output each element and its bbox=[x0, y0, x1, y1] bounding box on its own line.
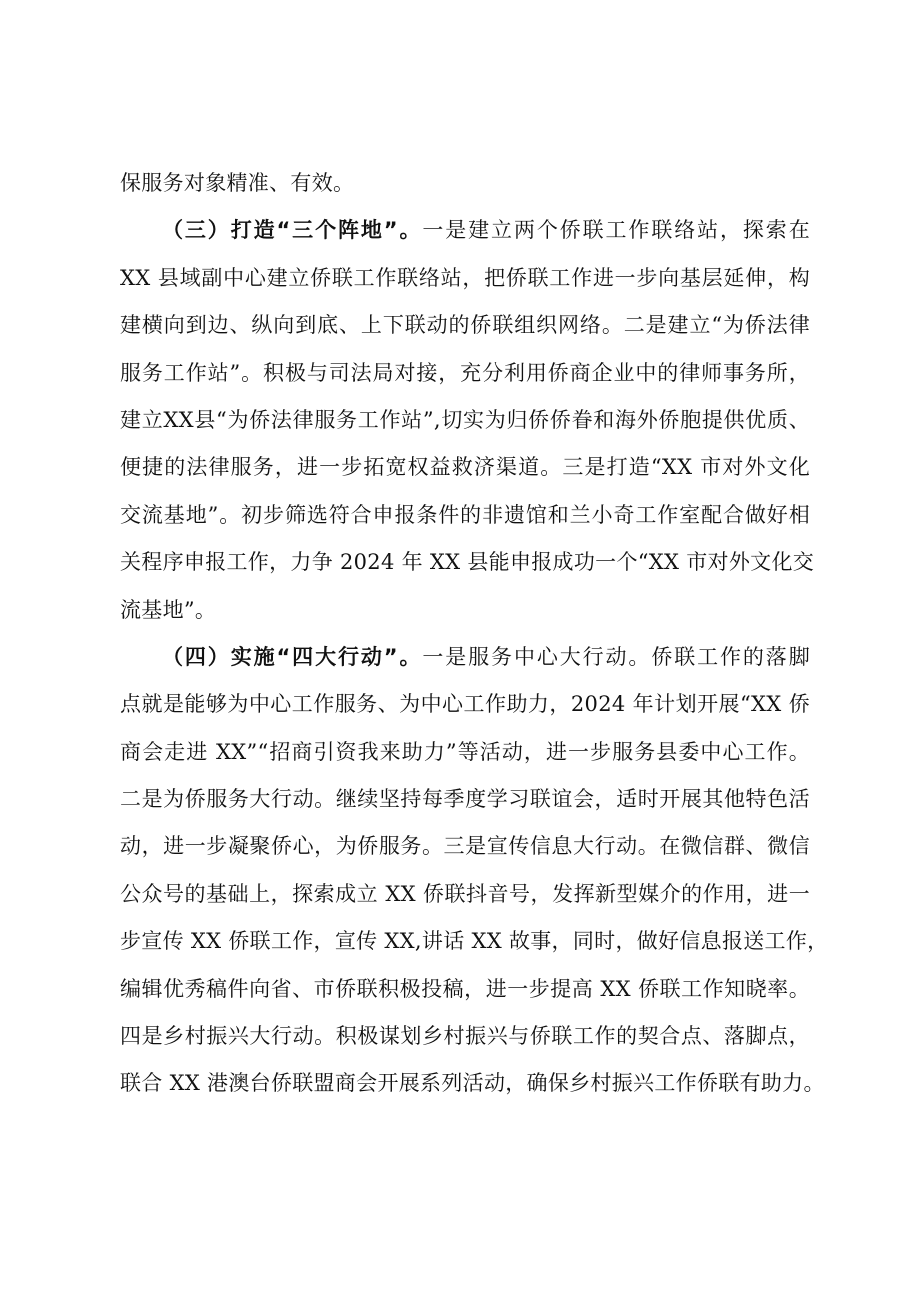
section3-line-2: 建横向到边、纵向到底、上下联动的侨联组织网络。二是建立“为侨法律 bbox=[120, 313, 810, 338]
section3-line-8: 流基地”。 bbox=[120, 597, 217, 622]
section4-line-6: 步宣传 XX 侨联工作，宣传 XX,讲话 XX 故事，同时，做好信息报送工作， bbox=[120, 929, 829, 954]
section4-line-5: 公众号的基础上，探索成立 XX 侨联抖音号，发挥新型媒介的作用，进一 bbox=[120, 881, 810, 906]
section3-line-6: 交流基地”。初步筛选符合申报条件的非遗馆和兰小奇工作室配合做好相 bbox=[120, 502, 810, 527]
section4-line-2: 商会走进 XX”“招商引资我来助力”等活动，进一步服务县委中心工作。 bbox=[120, 739, 810, 764]
section4-line-1: 点就是能够为中心工作服务、为中心工作助力，2024 年计划开展“XX 侨 bbox=[120, 692, 810, 717]
section3-first-line bbox=[120, 207, 810, 254]
section4-heading: （四）实施“四大行动”。 bbox=[162, 644, 423, 669]
section4-line-9: 联合 XX 港澳台侨联盟商会开展系列活动，确保乡村振兴工作侨联有助力。 bbox=[120, 1071, 825, 1096]
section4-first-line bbox=[120, 634, 810, 681]
section3-line-7: 关程序申报工作，力争 2024 年 XX 县能申报成功一个“XX 市对外文化交 bbox=[120, 550, 815, 575]
section3-line-1: XX 县域副中心建立侨联工作联络站，把侨联工作进一步向基层延伸，构 bbox=[120, 265, 810, 290]
document-body bbox=[120, 160, 829, 1108]
section3-line-3: 服务工作站”。积极与司法局对接，充分利用侨商企业中的律师事务所， bbox=[120, 360, 810, 385]
section4-line-4: 动，进一步凝聚侨心，为侨服务。三是宣传信息大行动。在微信群、微信 bbox=[120, 834, 810, 859]
section3-line-0: 一是建立两个侨联工作联络站，探索在 bbox=[422, 218, 810, 243]
intro-line: 保服务对象精准、有效。 bbox=[120, 171, 355, 195]
section4-line-7: 编辑优秀稿件向省、市侨联积极投稿，进一步提高 XX 侨联工作知晓率。 bbox=[120, 976, 810, 1001]
section4-line-3: 二是为侨服务大行动。继续坚持每季度学习联谊会，适时开展其他特色活 bbox=[120, 787, 810, 812]
section3-line-5: 便捷的法律服务，进一步拓宽权益救济渠道。三是打造“XX 市对外文化 bbox=[120, 455, 810, 480]
section4-line-0: 一是服务中心大行动。侨联工作的落脚 bbox=[422, 644, 810, 669]
section3-heading: （三）打造“三个阵地”。 bbox=[162, 218, 423, 243]
section4-line-8: 四是乡村振兴大行动。积极谋划乡村振兴与侨联工作的契合点、落脚点， bbox=[120, 1024, 810, 1049]
section3-line-4: 建立XX县“为侨法律服务工作站”,切实为归侨侨眷和海外侨胞提供优质、 bbox=[120, 407, 810, 432]
